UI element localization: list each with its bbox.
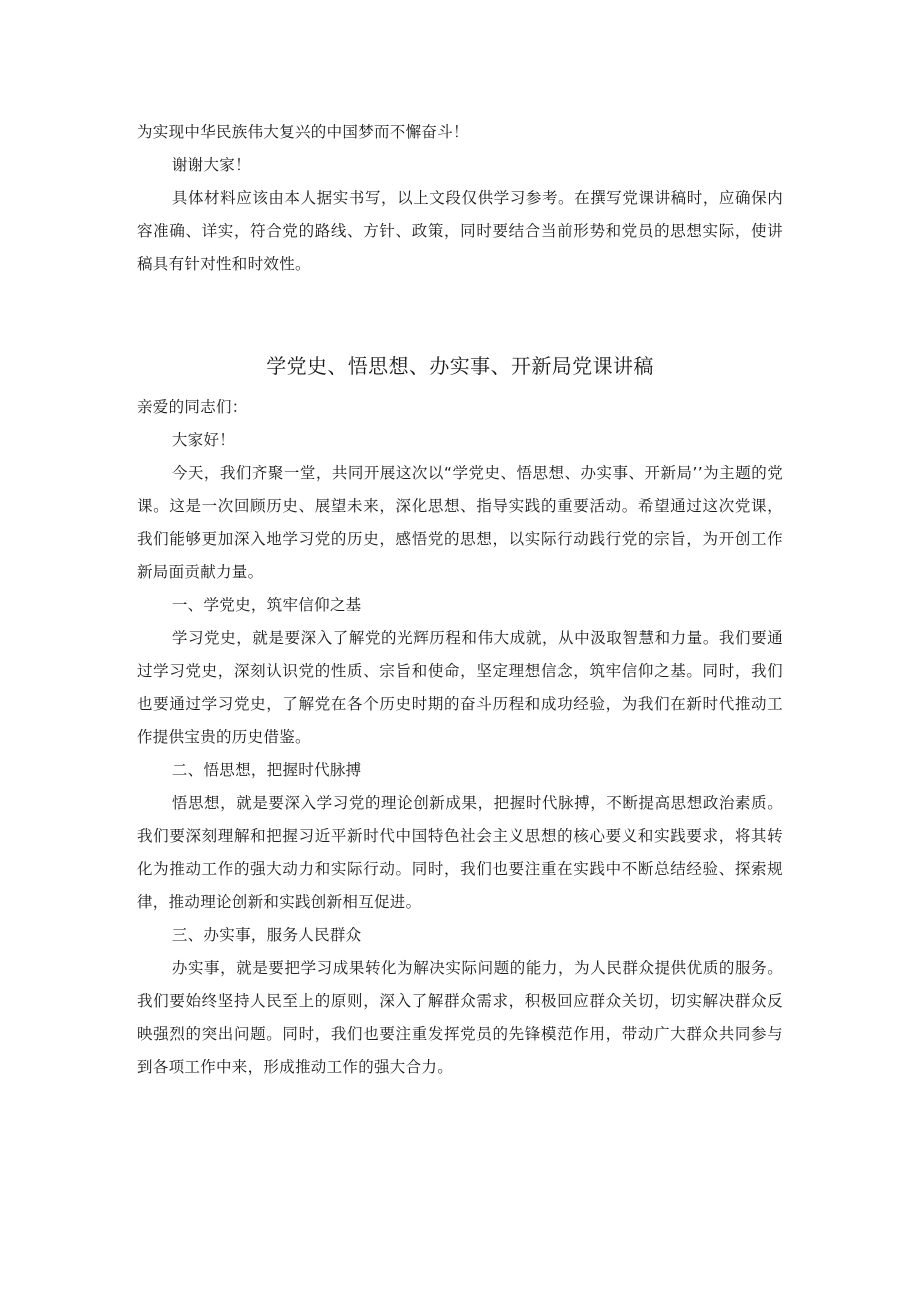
section-heading-2: 二、悟思想，把握时代脉搏 <box>171 761 362 779</box>
disclaimer-paragraph: 具体材料应该由本人据实书写，以上文段仅供学习参考。在撰写党课讲稿时，应确保内容准确、详实，符合党的路线、方针、政策，同时要结合当前形势和党员的思想实际，使讲稿具有针对性和时效性。 <box>137 189 783 273</box>
closing-line: 为实现中华民族伟大复兴的中国梦而不懈奋斗！ <box>137 123 469 141</box>
intro-paragraph: 今天，我们齐聚一堂，共同开展这次以“学党史、悟思想、办实事、开新局’’为主题的党课。这是一次回顾历史、展望未来，深化思想、指导实践的重要活动。希望通过这次党课，我们能够更加深入地学习党的历史，感悟党的思想，以实际行动践行党的宗旨，为开创工作新局面贡献力量。 <box>137 464 783 581</box>
section-heading-3: 三、办实事，服务人民群众 <box>171 926 362 944</box>
salutation: 亲爱的同志们： <box>137 398 248 416</box>
section-heading-1: 一、学党史，筑牢信仰之基 <box>171 596 362 614</box>
thanks-line: 谢谢大家！ <box>171 156 251 174</box>
section-spacer <box>137 281 783 347</box>
lecture-title: 学党史、悟思想、办实事、开新局党课讲稿 <box>266 354 654 378</box>
section-body-2: 悟思想，就是要深入学习党的理论创新成果，把握时代脉搏，不断提高思想政治素质。我们要深刻理解和把握习近平新时代中国特色社会主义思想的核心要义和实践要求，将其转化为推动工作的强大动力和实际行动。同时，我们也要注重在实践中不断总结经验、探索规律，推动理论创新和实践创新相互促进。 <box>137 794 783 911</box>
section-body-1: 学习党史，就是要深入了解党的光辉历程和伟大成就，从中汲取智慧和力量。我们要通过学习党史，深刻认识党的性质、宗旨和使命，坚定理想信念，筑牢信仰之基。同时，我们也要通过学习党史，了解党在各个历史时期的奋斗历程和成功经验，为我们在新时代推动工作提供宝贵的历史借鉴。 <box>137 629 783 746</box>
greeting: 大家好！ <box>171 431 236 449</box>
section-body-3: 办实事，就是要把学习成果转化为解决实际问题的能力，为人民群众提供优质的服务。我们要始终坚持人民至上的原则，深入了解群众需求，积极回应群众关切，切实解决群众反映强烈的突出问题。同时，我们也要注重发挥党员的先锋模范作用，带动广大群众共同参与到各项工作中来，形成推动工作的强大合力。 <box>137 959 783 1076</box>
document-body <box>137 116 783 1084</box>
